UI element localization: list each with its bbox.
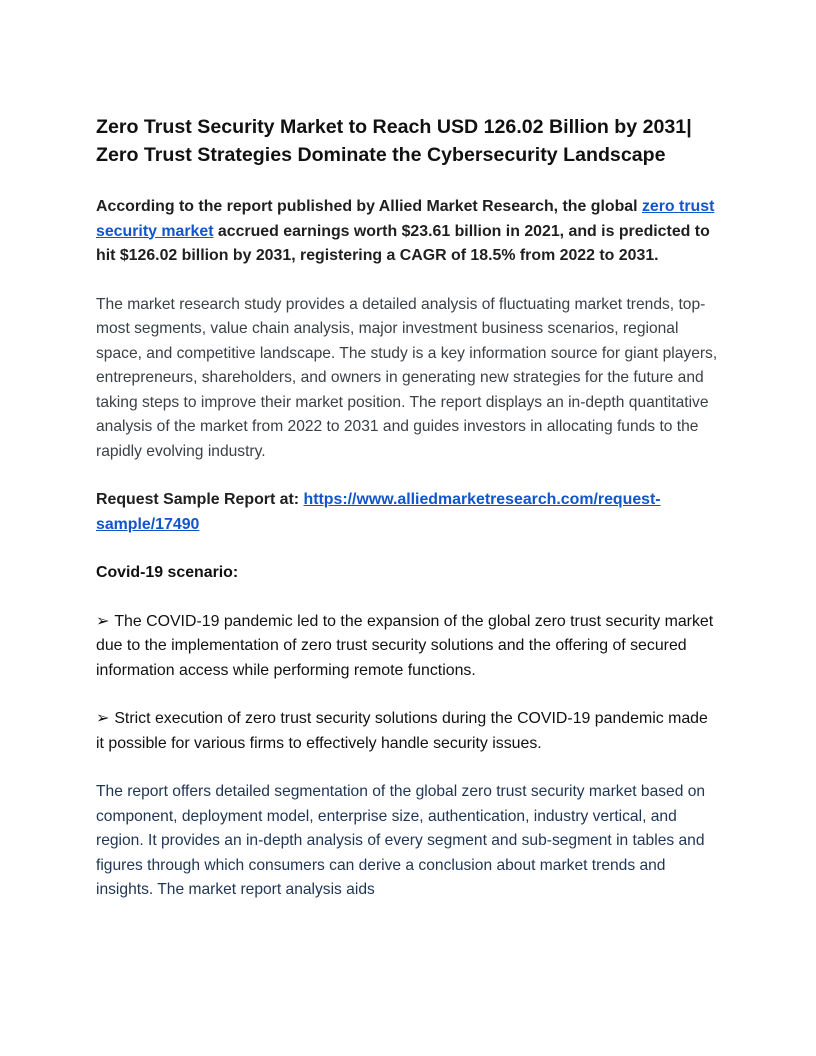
covid-bullet	[96, 707, 720, 756]
lead-text-before-link: According to the report published by Allied Market Research, the global	[96, 198, 642, 215]
study-paragraph: The market research study provides a detailed analysis of fluctuating market trends, top-most segments, value chain analysis, major investment business scenarios, regional space, and competitive landscape. The study is a key information source for giant players, entrepreneurs, shareholders, and owners in generating new strategies for the future and taking steps to improve their market position. The report displays an in-depth quantitative analysis of the market from 2022 to 2031 and guides investors in allocating funds to the rapidly evolving industry.	[96, 295, 718, 460]
lead-paragraph	[96, 195, 720, 269]
document-page	[96, 113, 720, 903]
request-sample-link[interactable]: https://www.alliedmarketresearch.com/request-sample/17490	[96, 491, 661, 533]
lead-text-after-link: accrued earnings worth $23.61 billion in 2021, and is predicted to hit $126.02 billion by 2031, registering a CAGR of 18.5% from 2022 to 2031.	[96, 222, 710, 264]
covid-heading: Covid-19 scenario:	[96, 564, 239, 581]
request-sample-label: Request Sample Report at:	[96, 491, 304, 508]
covid-bullet-text: The COVID-19 pandemic led to the expansion of the global zero trust security market due to the implementation of zero trust security solutions and the offering of secured information access while performing remote functions.	[96, 612, 714, 679]
segmentation-paragraph: The report offers detailed segmentation of the global zero trust security market based on component, deployment model, enterprise size, authentication, industry vertical, and region. It provides an in-depth analysis of every segment and sub-segment in tables and figures through which consumers can derive a conclusion about market trends and insights. The market report analysis aids	[96, 783, 706, 898]
market-link[interactable]: zero trust security market	[96, 198, 715, 240]
request-sample-line	[96, 488, 720, 537]
arrow-bullet-icon: ➢	[96, 612, 110, 630]
covid-bullet-text: Strict execution of zero trust security solutions during the COVID-19 pandemic made it possible for various firms to effectively handle security issues.	[96, 710, 708, 752]
article-title: Zero Trust Security Market to Reach USD 126.02 Billion by 2031| Zero Trust Strategies Dominate the Cybersecurity Landscape	[96, 116, 692, 166]
arrow-bullet-icon: ➢	[96, 710, 110, 727]
covid-bullet	[96, 610, 720, 684]
